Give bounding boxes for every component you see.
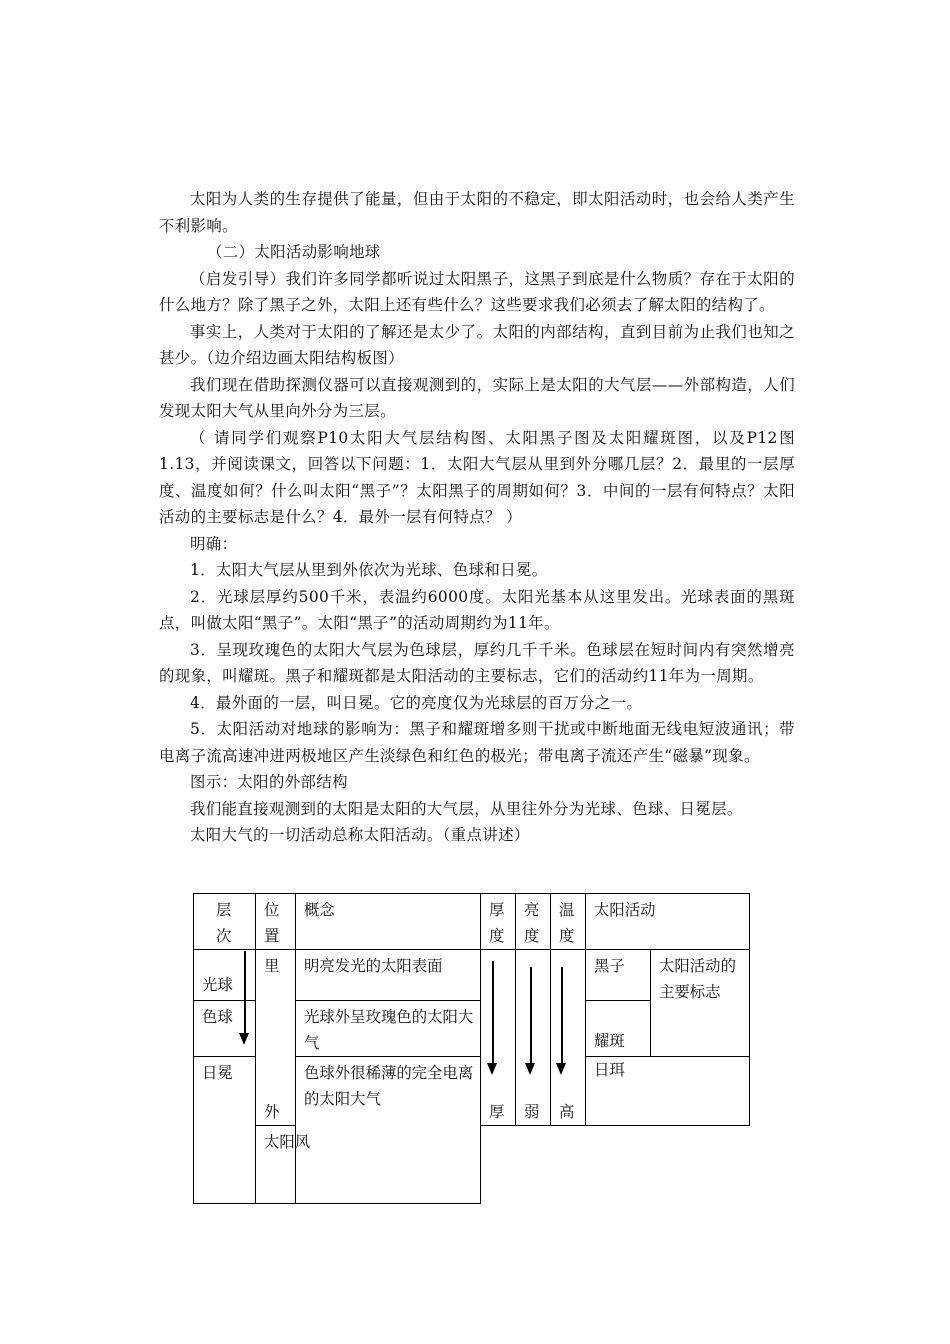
position-outer: 外 — [264, 1103, 280, 1121]
figure-caption: 图示：太阳的外部结构 — [190, 773, 348, 791]
answer-5: 5．太阳活动对地球的影响为：黑子和耀斑增多则干扰或中断地面无线电短波通讯；带电离子流高速冲进两极地区产生淡绿色和红色的极光；带电离子流还产生“磁暴”现象。 — [159, 720, 795, 765]
paragraph-layers: 我们能直接观测到的太阳是太阳的大气层，从里往外分为光球、色球、日冕层。 — [190, 799, 743, 818]
brightness-arrow — [530, 967, 532, 1065]
header-brightness: 亮度 — [516, 894, 551, 950]
thickness-cell — [481, 950, 516, 1126]
activity-flare: 耀斑 — [586, 1001, 651, 1057]
header-thickness: 厚度 — [481, 894, 516, 950]
layer-cell-photosphere — [194, 950, 256, 1001]
brightness-end: 弱 — [524, 1103, 540, 1121]
layer-photosphere: 光球 — [202, 976, 233, 994]
document-body — [159, 186, 795, 849]
activity-main-sign: 太阳活动的主要标志 — [651, 950, 750, 1057]
activity-sunspot: 黑子 — [586, 950, 651, 1001]
answer-2: 2．光球层厚约500千米，表温约6000度。太阳光基本从这里发出。光球表面的黑斑点，叫做太阳“黑子”。太阳“黑子”的活动周期约为11年。 — [159, 587, 795, 632]
paragraph-guide: （启发引导）我们许多同学都听说过太阳黑子，这黑子到底是什么物质？存在于太阳的什么地方？除了黑子之外，太阳上还有些什么？这些要求我们必须去了解太阳的结构了。 — [159, 269, 795, 314]
temperature-cell — [551, 950, 586, 1126]
paragraph-clarify: 明确： — [190, 534, 238, 553]
paragraph-questions: （ 请同学们观察P10太阳大气层结构图、太阳黑子图及太阳耀斑图，以及P12图1.13，并阅读课文，回答以下问题：1．太阳大气层从里到外分哪几层？2．最里的一层厚度、温度如何？什么叫太阳“黑子”？太阳黑子的周期如何？3．中间的一层有何特点？太阳活动的主要标志是什么？4．最外一层有何特点？ ） — [159, 428, 795, 526]
brightness-cell — [516, 950, 551, 1126]
header-position: 位置 — [256, 894, 296, 950]
position-cell — [256, 950, 296, 1126]
paragraph-fact: 事实上，人类对于太阳的了解还是太少了。太阳的内部结构，直到目前为止我们也知之甚少。（边介绍边画太阳结构板图） — [159, 322, 795, 367]
activity-solar-wind: 太阳风 — [256, 1126, 481, 1204]
layer-cell-chromosphere — [194, 1001, 256, 1057]
concept-corona: 色球外很稀薄的完全电离的太阳大气 — [296, 1057, 481, 1204]
thickness-end: 厚 — [489, 1103, 505, 1121]
header-temperature: 温度 — [551, 894, 586, 950]
answer-1: 1．太阳大气层从里到外依次为光球、色球和日冕。 — [190, 561, 548, 579]
answer-3: 3．呈现玫瑰色的太阳大气层为色球层，厚约几千千米。色球层在短时间内有突然增亮的现象，叫耀斑。黑子和耀斑都是太阳活动的主要标志，它们的活动约11年为一周期。 — [159, 640, 795, 685]
section-heading: （二）太阳活动影响地球 — [207, 243, 381, 261]
paragraph-activity: 太阳大气的一切活动总称太阳活动。（重点讲述） — [190, 826, 530, 844]
layer-chromosphere: 色球 — [202, 1008, 233, 1026]
header-activity: 太阳活动 — [586, 894, 750, 950]
concept-chromosphere: 光球外呈玫瑰色的太阳大气 — [296, 1001, 481, 1057]
temperature-arrow — [561, 967, 563, 1065]
header-concept: 概念 — [296, 894, 481, 950]
header-layer: 层次 — [194, 894, 256, 950]
concept-photosphere: 明亮发光的太阳表面 — [296, 950, 481, 1001]
paragraph-observe: 我们现在借助探测仪器可以直接观测到的，实际上是太阳的大气层——外部构造，人们发现太阳大气从里向外分为三层。 — [159, 375, 795, 420]
position-inner: 里 — [264, 957, 280, 975]
layer-order-arrow — [244, 951, 246, 1035]
paragraph-intro: 太阳为人类的生存提供了能量，但由于太阳的不稳定，即太阳活动时，也会给人类产生不利影响。 — [159, 190, 795, 235]
activity-prominence: 日珥 — [586, 1057, 750, 1126]
answer-4: 4．最外面的一层，叫日冕。它的亮度仅为光球层的百万分之一。 — [190, 693, 643, 712]
temperature-end: 高 — [559, 1103, 575, 1121]
layer-corona: 日冕 — [194, 1057, 256, 1204]
sun-structure-table — [193, 893, 750, 1204]
thickness-arrow — [492, 961, 494, 1065]
